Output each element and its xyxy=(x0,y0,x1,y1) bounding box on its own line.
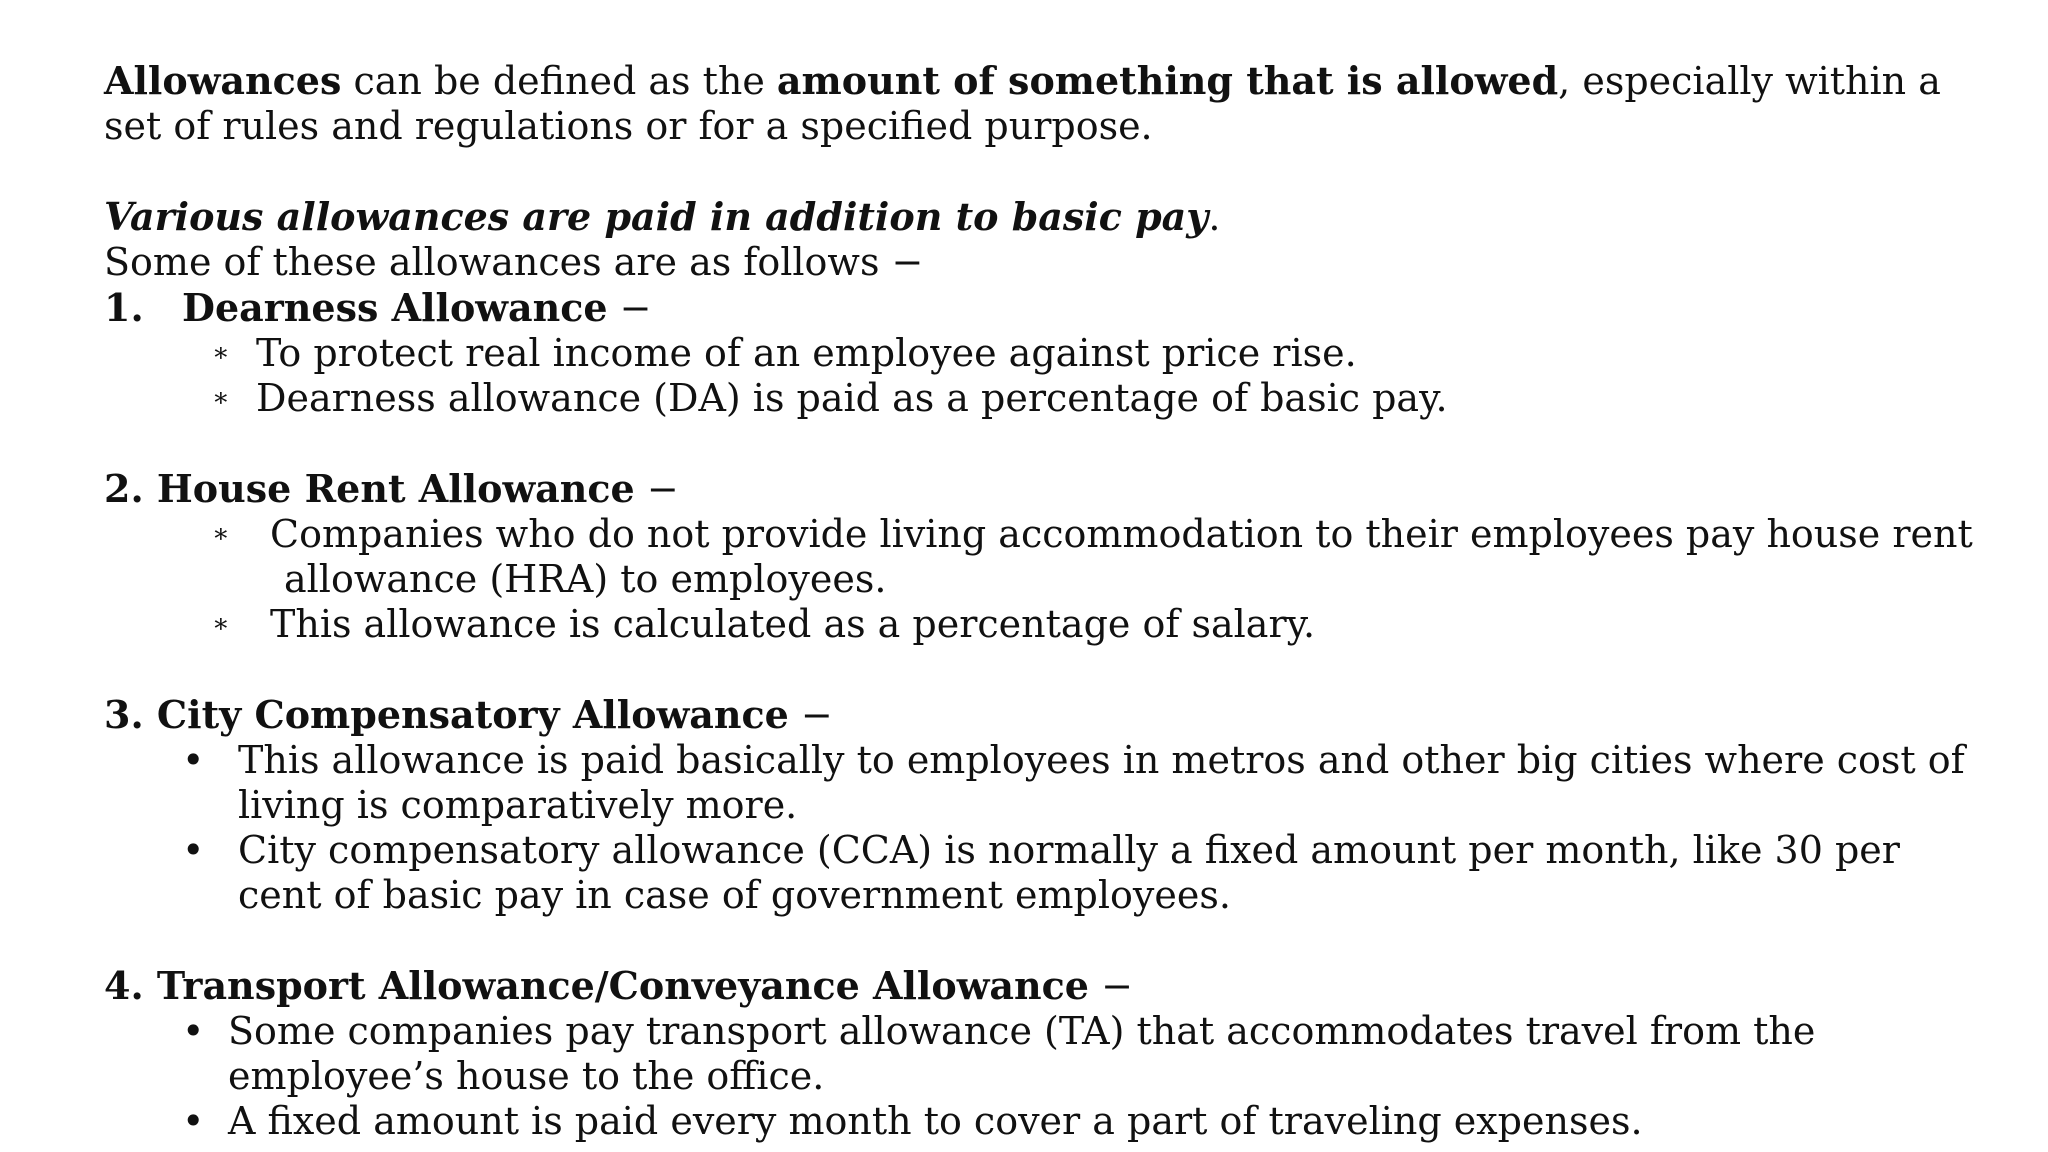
intro-paragraph xyxy=(104,58,1994,149)
section-title: City Compensatory Allowance xyxy=(156,692,789,737)
bullet-list xyxy=(104,1009,1994,1144)
list-item xyxy=(104,828,1994,918)
section-dash: − xyxy=(634,467,679,511)
intro-text-1: can be defined as the xyxy=(341,59,777,103)
asterisk-bullet-icon: ∗ xyxy=(212,383,230,413)
list-item-text: Some companies pay transport allowance (TA) that accommodates travel from the employee’s house to the office. xyxy=(228,1009,1816,1098)
lead-follows: Some of these allowances are as follows − xyxy=(104,240,924,284)
list-item-text: To protect real income of an employee against price rise. xyxy=(256,331,1357,375)
section-dash: − xyxy=(788,693,833,737)
list-item xyxy=(104,376,1994,421)
section-transport-allowance xyxy=(104,963,1994,1144)
document-page xyxy=(104,58,1994,1144)
asterisk-bullet-icon: ∗ xyxy=(212,519,230,549)
list-item-text: This allowance is paid basically to employees in metros and other big cities where cost of living is comparatively more. xyxy=(238,738,1965,827)
asterisk-bullet-icon: ∗ xyxy=(212,609,230,639)
list-item xyxy=(104,602,1994,647)
spacer xyxy=(104,647,1994,692)
dot-bullet-icon: • xyxy=(182,828,205,872)
intro-term: Allowances xyxy=(104,58,342,103)
section-title: Dearness Allowance xyxy=(182,285,608,330)
bullet-list xyxy=(104,738,1994,918)
list-item xyxy=(104,738,1994,828)
list-item xyxy=(104,331,1994,376)
lead-period: . xyxy=(1208,195,1221,239)
section-house-rent-allowance xyxy=(104,466,1994,647)
spacer xyxy=(104,421,1994,466)
section-heading xyxy=(104,692,1994,738)
list-item-text: Dearness allowance (DA) is paid as a percentage of basic pay. xyxy=(256,376,1448,420)
section-heading xyxy=(104,466,1994,512)
section-number: 3. xyxy=(104,692,144,737)
spacer xyxy=(104,918,1994,963)
section-number: 2. xyxy=(104,466,144,511)
list-item xyxy=(104,512,1994,602)
bullet-list xyxy=(104,512,1994,647)
section-title: House Rent Allowance xyxy=(156,466,635,511)
lead-emphasis: Various allowances are paid in addition to basic pay xyxy=(104,194,1209,239)
section-city-compensatory-allowance xyxy=(104,692,1994,918)
dot-bullet-icon: • xyxy=(182,738,205,782)
list-item-text-continued: allowance (HRA) to employees. xyxy=(284,557,887,601)
section-number: 1. xyxy=(104,285,144,330)
spacer xyxy=(104,149,1994,194)
list-item xyxy=(104,1099,1994,1144)
list-item-text: Companies who do not provide living accommodation to their employees pay house rent xyxy=(270,512,1973,556)
list-item-text: City compensatory allowance (CCA) is normally a fixed amount per month, like 30 per cent of basic pay in case of government employees. xyxy=(238,828,1900,917)
intro-definition: amount of something that is allowed xyxy=(776,58,1559,103)
section-number: 4. xyxy=(104,963,144,1008)
section-dash: − xyxy=(1088,964,1133,1008)
intro-text-2: , especially within a set of rules and regulations or for a specified purpose. xyxy=(104,59,1941,148)
lead-emphasis-line xyxy=(104,194,1994,240)
dot-bullet-icon: • xyxy=(182,1099,205,1143)
bullet-list xyxy=(104,331,1994,421)
section-title: Transport Allowance/Conveyance Allowance xyxy=(156,963,1089,1008)
asterisk-bullet-icon: ∗ xyxy=(212,338,230,368)
list-item-text: This allowance is calculated as a percentage of salary. xyxy=(270,602,1316,646)
section-heading xyxy=(104,285,1994,331)
section-dash: − xyxy=(607,286,652,330)
list-item xyxy=(104,1009,1994,1099)
dot-bullet-icon: • xyxy=(182,1009,205,1053)
section-heading xyxy=(104,963,1994,1009)
section-dearness-allowance xyxy=(104,285,1994,421)
list-item-text: A fixed amount is paid every month to cover a part of traveling expenses. xyxy=(228,1099,1643,1143)
